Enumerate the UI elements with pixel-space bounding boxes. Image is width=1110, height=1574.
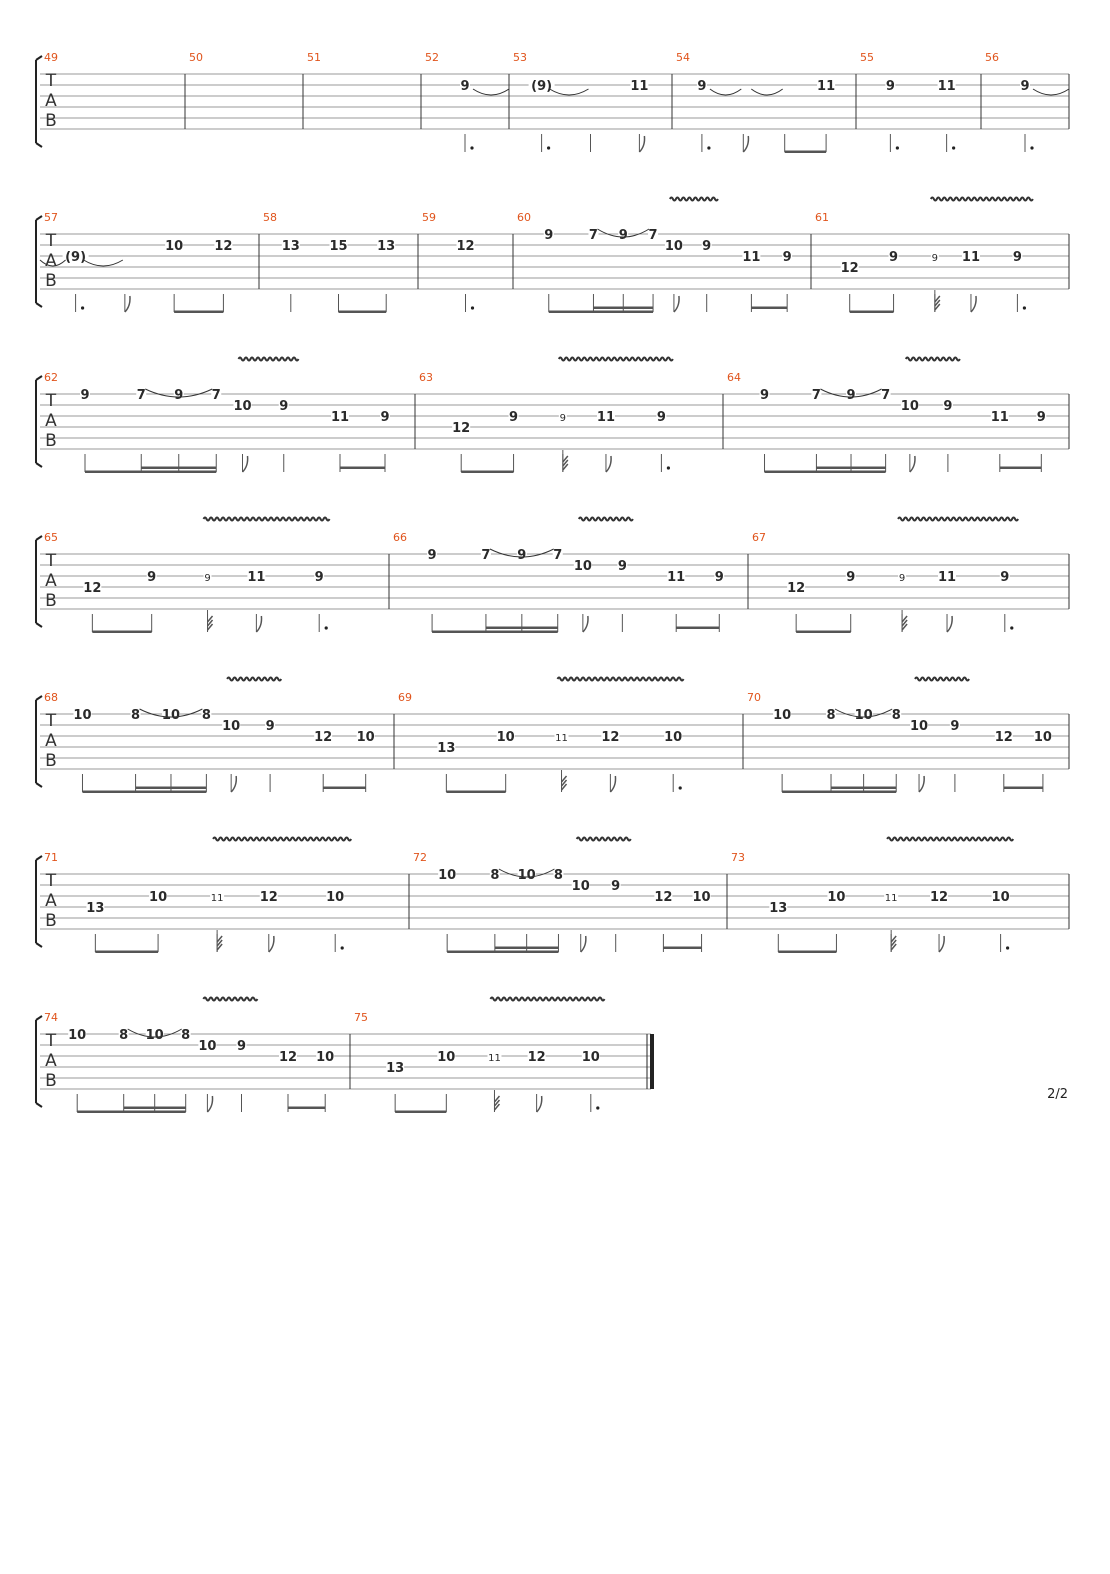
fret-number: 12 [452,421,471,436]
flag [231,776,236,792]
dot [470,146,473,149]
measure-number: 73 [731,851,745,864]
tab-clef-letter: T [45,871,57,891]
fret-number: 10 [316,1050,335,1065]
vibrato-mark [227,678,281,681]
fret-number: 9 [559,413,567,424]
fret-number: 9 [782,250,792,265]
fret-number: 10 [827,890,846,905]
dot [707,146,710,149]
beam [174,311,223,314]
fret-number: 9 [279,399,289,414]
fret-number: 12 [278,1050,298,1065]
system-bracket [36,536,42,627]
fret-number: 13 [437,741,456,756]
fret-number: 9 [611,879,621,894]
dot [81,306,84,309]
tab-clef-letter: A [45,891,57,911]
fret-number: 9 [702,239,712,254]
dot [1010,626,1013,629]
measure-number: 63 [419,371,433,384]
fret-number: 12 [601,730,620,745]
tab-system [36,51,1069,153]
measure-number: 66 [393,531,407,544]
fret-number: 9 [1000,570,1010,585]
beam [340,467,385,470]
beam [751,307,787,310]
fret-number: 7 [588,228,598,243]
final-barline-thick [650,1034,654,1089]
tab-clef-letter: T [45,1031,57,1051]
system-bracket [36,1016,42,1107]
flag [256,616,261,632]
fret-number: 10 [664,239,683,254]
tab-clef-letter: A [45,91,57,111]
fret-number: 8 [201,708,211,723]
fret-number: 8 [181,1028,191,1043]
measure-number: 75 [354,1011,368,1024]
dot [596,1106,599,1109]
system-bracket [36,696,42,787]
fret-number: 10 [149,890,168,905]
tab-clef-letter: A [45,731,57,751]
beam [323,787,365,790]
measure-number: 69 [398,691,412,704]
fret-number: 7 [648,228,658,243]
fret-number: 9 [1036,410,1046,425]
fret-number: 13 [377,239,396,254]
measure-number: 62 [44,371,58,384]
fret-number: 9 [236,1039,247,1054]
fret-number: 9 [931,253,939,264]
beam [796,631,851,634]
dot [667,466,670,469]
fret-number: 10 [773,708,792,723]
tab-clef-letter: T [45,71,57,91]
fret-number: 11 [488,1053,501,1064]
measure-number: 61 [815,211,829,224]
beam [1000,467,1042,470]
fret-number: 10 [664,730,683,745]
dot [547,146,550,149]
fret-number: 9 [950,719,960,734]
fret-number: 11 [667,570,686,585]
fret-number: 13 [769,901,788,916]
flag [674,296,679,312]
fret-number: 11 [555,733,568,744]
fret-number: (9) [65,250,87,265]
fret-number: 9 [1020,79,1030,94]
tab-system [36,678,1069,794]
fret-number: 11 [884,893,898,904]
fret-number: 11 [330,410,350,425]
beam [1004,787,1043,790]
tab-clef-letter: B [45,751,57,771]
vibrato-mark [579,518,633,521]
fret-number: 11 [596,410,616,425]
dot [952,146,955,149]
vibrato-mark [898,518,1018,521]
fret-number: 11 [990,410,1009,425]
dot [896,146,899,149]
fret-number: 12 [83,581,102,596]
fret-number: 10 [356,730,375,745]
measure-number: 58 [263,211,277,224]
vibrato-mark [931,198,1033,201]
tie [710,89,741,95]
dot [471,306,474,309]
fret-number: 7 [481,548,491,563]
fret-number: 10 [1033,730,1052,745]
fret-number: 11 [937,79,956,94]
fret-number: 11 [817,79,836,94]
fret-number: 10 [73,708,92,723]
beam [339,311,387,314]
fret-number: 10 [900,399,919,414]
fret-number: 8 [131,708,141,723]
vibrato-mark [239,358,299,361]
fret-number: 7 [881,388,891,403]
fret-number: 9 [427,548,437,563]
vibrato-mark [577,838,631,841]
measure-number: 70 [747,691,761,704]
fret-number: 8 [553,868,563,883]
fret-number: 9 [617,559,627,574]
measure-number: 56 [985,51,999,64]
measure-number: 55 [860,51,874,64]
tab-clef-letter: B [45,1071,57,1091]
fret-number: 12 [214,239,233,254]
fret-number: 9 [656,410,666,425]
flag [537,1096,542,1112]
beam [782,791,896,794]
measure-number: 68 [44,691,58,704]
fret-number: 9 [147,570,157,585]
vibrato-mark [558,678,684,681]
fret-number: 10 [326,890,345,905]
fret-number: 9 [204,573,211,584]
tab-system [36,358,1069,474]
flag [581,936,586,952]
tab-clef-letter: B [45,431,57,451]
beam [432,631,558,634]
tab-clef-letter: A [45,1051,57,1071]
fret-number: 12 [314,730,333,745]
fret-number: 12 [840,261,859,276]
tie [84,260,123,266]
beam [92,631,151,634]
fret-number: 11 [247,570,266,585]
fret-number: 9 [517,548,527,563]
measure-number: 51 [307,51,321,64]
fret-number: 10 [68,1028,87,1043]
fret-number: 10 [692,890,711,905]
fret-number: 9 [846,570,856,585]
fret-number: 7 [136,388,146,403]
tab-clef-letter: T [45,391,57,411]
dot [679,786,682,789]
fret-number: 9 [544,228,554,243]
fret-number: 8 [490,868,500,883]
beam [288,1107,325,1110]
measure-number: 50 [189,51,203,64]
beam [124,1107,186,1110]
measure-number: 53 [513,51,527,64]
vibrato-mark [887,838,1013,841]
vibrato-mark [559,358,673,361]
fret-number: 12 [994,730,1013,745]
beam [486,627,558,630]
beam [663,947,701,950]
flag [610,776,615,792]
fret-number: 10 [909,719,929,734]
vibrato-mark [670,198,718,201]
beam [461,471,513,474]
fret-number: 12 [527,1050,546,1065]
fret-number: 11 [630,79,649,94]
fret-number: 8 [826,708,836,723]
fret-number: 9 [1012,250,1022,265]
fret-number: 15 [329,239,348,254]
beam [549,311,653,314]
flag [939,936,944,952]
fret-number: 11 [961,250,981,265]
fret-number: 8 [119,1028,129,1043]
measure-number: 74 [44,1011,58,1024]
beam [85,471,216,474]
beam [446,791,505,794]
flag [919,776,924,792]
fret-number: 10 [581,1050,600,1065]
fret-number: 13 [86,901,105,916]
beam [850,311,894,314]
tie [550,89,589,95]
beam [785,151,826,154]
fret-number: 9 [509,410,519,425]
fret-number: 12 [456,239,475,254]
fret-number: 9 [618,228,628,243]
measure-number: 52 [425,51,439,64]
beam [816,467,885,470]
beam [136,787,207,790]
fret-number: 12 [929,890,949,905]
fret-number: 12 [259,890,278,905]
fret-number: 12 [654,890,673,905]
tab-system [36,198,1069,314]
dot [1030,146,1033,149]
fret-number: 13 [386,1061,405,1076]
measure-number: 59 [422,211,436,224]
fret-number: 10 [991,890,1010,905]
tab-clef-letter: B [45,591,57,611]
fret-number: 9 [714,570,724,585]
fret-number: 12 [787,581,806,596]
fret-number: (9) [531,79,553,94]
beam [676,627,719,630]
beam [141,467,216,470]
tab-clef-letter: T [45,711,57,731]
flag [583,616,588,632]
fret-number: 10 [573,559,592,574]
fret-number: 10 [165,239,184,254]
tie [1033,89,1069,95]
tab-clef-letter: T [45,551,57,571]
fret-number: 10 [571,879,590,894]
tab-system [36,998,654,1114]
measure-number: 54 [676,51,690,64]
system-bracket [36,376,42,467]
fret-number: 10 [145,1028,164,1043]
fret-number: 9 [80,388,90,403]
measure-number: 67 [752,531,766,544]
fret-number: 8 [891,708,901,723]
fret-number: 9 [885,79,895,94]
vibrato-mark [203,998,257,1001]
tab-clef-letter: B [45,111,57,131]
flag [606,456,611,472]
fret-number: 10 [198,1039,217,1054]
fret-number: 9 [174,388,184,403]
tie [751,89,782,95]
fret-number: 9 [759,388,770,403]
fret-number: 9 [314,570,324,585]
fret-number: 9 [898,573,906,584]
fret-number: 10 [517,868,536,883]
system-bracket [36,856,42,947]
flag [971,296,976,312]
dot [341,946,344,949]
tab-clef-letter: A [45,571,57,591]
tie [473,89,509,95]
fret-number: 7 [811,388,821,403]
tab-clef-letter: B [45,271,57,291]
fret-number: 10 [161,708,181,723]
fret-number: 11 [210,893,224,904]
tab-clef-letter: A [45,251,57,271]
tab-clef-letter: B [45,911,57,931]
beam [778,951,836,954]
fret-number: 10 [854,708,873,723]
flag [639,136,644,152]
fret-number: 11 [937,570,957,585]
flag [269,936,274,952]
dot [325,626,328,629]
fret-number: 9 [943,399,953,414]
fret-number: 11 [742,250,761,265]
beam [395,1111,446,1114]
fret-number: 9 [265,719,275,734]
measure-number: 60 [517,211,531,224]
vibrato-mark [490,998,604,1001]
system-bracket [36,56,42,147]
flag [207,1096,212,1112]
flag [243,456,248,472]
fret-number: 7 [553,548,563,563]
vibrato-mark [906,358,960,361]
dot [1006,946,1009,949]
measure-number: 64 [727,371,741,384]
fret-number: 9 [697,79,707,94]
flag [125,296,130,312]
flag [910,456,915,472]
dot [1023,306,1026,309]
beam [831,787,896,790]
vibrato-mark [213,838,351,841]
vibrato-mark [915,678,969,681]
fret-number: 10 [222,719,241,734]
fret-number: 10 [496,730,515,745]
measure-number: 57 [44,211,58,224]
measure-number: 71 [44,851,58,864]
tab-system [36,838,1069,954]
measure-number: 49 [44,51,58,64]
beam [77,1111,186,1114]
fret-number: 7 [211,388,221,403]
fret-number: 9 [380,410,390,425]
fret-number: 9 [846,388,856,403]
measure-number: 72 [413,851,427,864]
tab-clef-letter: T [45,231,57,251]
fret-number: 9 [889,250,899,265]
fret-number: 10 [233,399,252,414]
tab-system [36,518,1069,634]
fret-number: 10 [438,868,457,883]
flag [947,616,952,632]
fret-number: 13 [281,239,300,254]
beam [82,791,206,794]
fret-number: 10 [437,1050,456,1065]
flag [743,136,748,152]
vibrato-mark [204,518,330,521]
page-number: 2/2 [1047,1087,1068,1102]
tab-clef-letter: A [45,411,57,431]
fret-number: 9 [460,79,470,94]
beam [593,307,653,310]
beam [95,951,158,954]
measure-number: 65 [44,531,58,544]
beam [447,951,558,954]
beam [495,947,559,950]
beam [765,471,886,474]
